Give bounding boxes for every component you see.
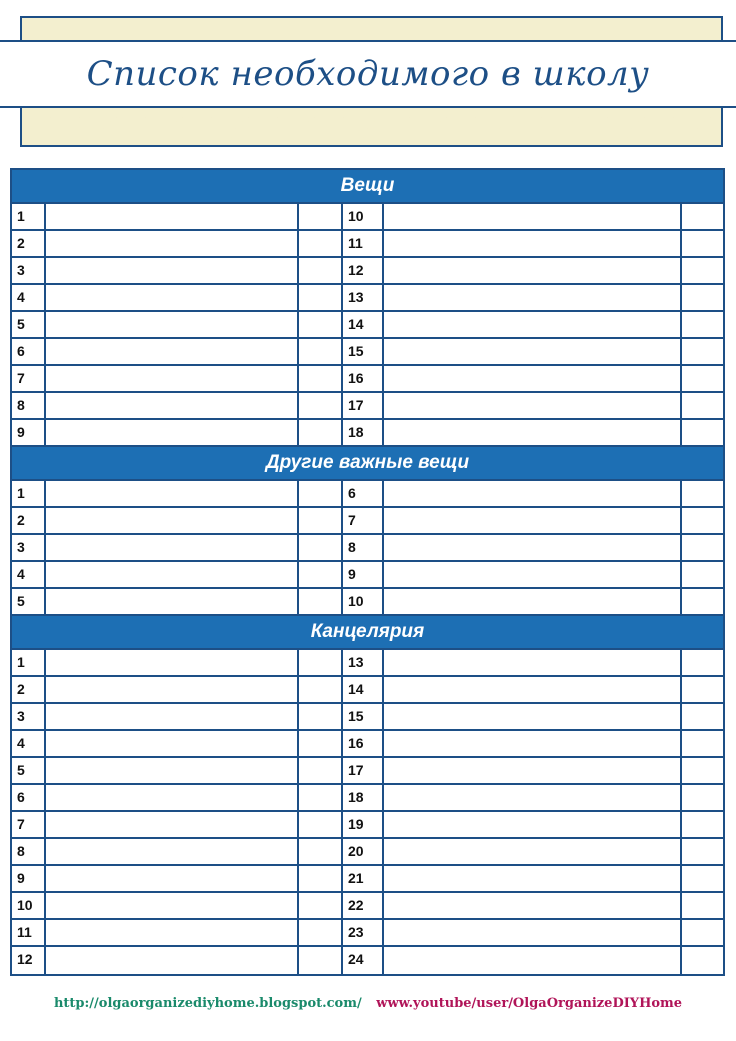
item-name-field[interactable] [384, 366, 682, 391]
item-name-field[interactable] [46, 785, 299, 810]
item-name-field[interactable] [46, 285, 299, 310]
table-row [12, 339, 723, 366]
item-check-box[interactable] [682, 758, 723, 783]
item-number: 5 [12, 312, 46, 337]
table-row [12, 947, 723, 974]
item-number: 1 [12, 650, 46, 675]
item-name-field[interactable] [46, 339, 299, 364]
item-number: 2 [12, 508, 46, 533]
item-number: 14 [343, 312, 384, 337]
item-name-field[interactable] [46, 589, 299, 614]
table-row [12, 481, 723, 508]
item-number: 7 [12, 366, 46, 391]
item-check-box[interactable] [299, 947, 343, 974]
table-row [12, 812, 723, 839]
item-name-field[interactable] [46, 481, 299, 506]
item-name-field[interactable] [46, 677, 299, 702]
item-name-field[interactable] [46, 312, 299, 337]
item-name-field[interactable] [46, 650, 299, 675]
table-row [12, 420, 723, 447]
item-name-field[interactable] [384, 731, 682, 756]
item-check-box[interactable] [299, 839, 343, 864]
item-number: 4 [12, 285, 46, 310]
item-check-box[interactable] [299, 231, 343, 256]
item-name-field[interactable] [384, 920, 682, 945]
item-name-field[interactable] [384, 285, 682, 310]
item-check-box[interactable] [682, 420, 723, 445]
item-name-field[interactable] [384, 562, 682, 587]
item-name-field[interactable] [384, 312, 682, 337]
table-row [12, 650, 723, 677]
item-number: 6 [343, 481, 384, 506]
item-check-box[interactable] [682, 785, 723, 810]
table-row [12, 312, 723, 339]
item-name-field[interactable] [46, 508, 299, 533]
item-name-field[interactable] [384, 339, 682, 364]
pattern-scallop [296, 114, 362, 147]
table-row [12, 920, 723, 947]
item-number: 11 [12, 920, 46, 945]
pattern-scallop [362, 114, 428, 147]
item-name-field[interactable] [46, 947, 299, 974]
item-name-field[interactable] [46, 704, 299, 729]
item-name-field[interactable] [384, 508, 682, 533]
item-check-box[interactable] [299, 704, 343, 729]
item-check-box[interactable] [682, 947, 723, 974]
item-check-box[interactable] [299, 562, 343, 587]
table-row [12, 866, 723, 893]
section-header: Вещи [12, 170, 723, 204]
item-number: 17 [343, 393, 384, 418]
item-check-box[interactable] [299, 731, 343, 756]
item-name-field[interactable] [46, 420, 299, 445]
table-row [12, 704, 723, 731]
item-number: 18 [343, 420, 384, 445]
item-name-field[interactable] [384, 866, 682, 891]
pattern-scallop [692, 114, 723, 147]
item-check-box[interactable] [299, 508, 343, 533]
item-name-field[interactable] [384, 704, 682, 729]
item-number: 8 [12, 393, 46, 418]
table-row [12, 677, 723, 704]
item-check-box[interactable] [682, 812, 723, 837]
item-check-box[interactable] [682, 589, 723, 614]
item-number: 12 [343, 258, 384, 283]
table-row [12, 758, 723, 785]
item-number: 18 [343, 785, 384, 810]
section-header: Другие важные вещи [12, 447, 723, 481]
table-row [12, 785, 723, 812]
pattern-scallop [32, 114, 98, 147]
item-name-field[interactable] [384, 947, 682, 974]
item-number: 9 [343, 562, 384, 587]
item-name-field[interactable] [384, 231, 682, 256]
item-check-box[interactable] [682, 893, 723, 918]
item-check-box[interactable] [682, 839, 723, 864]
item-check-box[interactable] [682, 650, 723, 675]
pattern-scallop [626, 114, 692, 147]
item-check-box[interactable] [299, 204, 343, 229]
item-check-box[interactable] [299, 589, 343, 614]
item-number: 5 [12, 589, 46, 614]
item-name-field[interactable] [46, 562, 299, 587]
item-check-box[interactable] [299, 258, 343, 283]
pattern-scallop [22, 114, 32, 147]
item-number: 12 [12, 947, 46, 974]
item-number: 24 [343, 947, 384, 974]
item-name-field[interactable] [384, 535, 682, 560]
item-number: 10 [343, 589, 384, 614]
item-number: 1 [12, 481, 46, 506]
item-number: 15 [343, 339, 384, 364]
pattern-scallop [164, 114, 230, 147]
item-check-box[interactable] [682, 731, 723, 756]
item-name-field[interactable] [46, 204, 299, 229]
item-name-field[interactable] [384, 839, 682, 864]
item-name-field[interactable] [46, 535, 299, 560]
item-number: 6 [12, 785, 46, 810]
item-number: 13 [343, 650, 384, 675]
item-number: 10 [343, 204, 384, 229]
item-check-box[interactable] [682, 366, 723, 391]
item-name-field[interactable] [384, 393, 682, 418]
item-name-field[interactable] [46, 812, 299, 837]
item-number: 19 [343, 812, 384, 837]
item-number: 6 [12, 339, 46, 364]
table-row [12, 589, 723, 616]
item-number: 7 [343, 508, 384, 533]
item-number: 7 [12, 812, 46, 837]
item-name-field[interactable] [46, 758, 299, 783]
item-number: 2 [12, 231, 46, 256]
item-name-field[interactable] [46, 866, 299, 891]
item-check-box[interactable] [682, 393, 723, 418]
item-check-box[interactable] [682, 285, 723, 310]
item-name-field[interactable] [46, 258, 299, 283]
item-number: 16 [343, 366, 384, 391]
table-row [12, 204, 723, 231]
item-number: 23 [343, 920, 384, 945]
checklist-table [10, 168, 725, 976]
item-number: 9 [12, 866, 46, 891]
pattern-scallop [560, 114, 626, 147]
item-check-box[interactable] [299, 420, 343, 445]
item-check-box[interactable] [682, 312, 723, 337]
item-name-field[interactable] [46, 393, 299, 418]
item-number: 11 [343, 231, 384, 256]
item-name-field[interactable] [46, 366, 299, 391]
item-check-box[interactable] [299, 893, 343, 918]
item-check-box[interactable] [682, 204, 723, 229]
item-check-box[interactable] [299, 481, 343, 506]
item-name-field[interactable] [384, 481, 682, 506]
item-name-field[interactable] [384, 893, 682, 918]
item-check-box[interactable] [299, 866, 343, 891]
item-name-field[interactable] [46, 920, 299, 945]
item-check-box[interactable] [682, 231, 723, 256]
item-number: 2 [12, 677, 46, 702]
table-row [12, 366, 723, 393]
table-row [12, 393, 723, 420]
item-number: 14 [343, 677, 384, 702]
item-check-box[interactable] [299, 758, 343, 783]
item-number: 10 [12, 893, 46, 918]
item-name-field[interactable] [384, 650, 682, 675]
item-number: 13 [343, 285, 384, 310]
table-row [12, 258, 723, 285]
page-title: Список необходимого в школу [86, 54, 650, 94]
pattern-scallop [230, 114, 296, 147]
item-name-field[interactable] [46, 231, 299, 256]
item-check-box[interactable] [682, 920, 723, 945]
blog-link[interactable]: http://olgaorganizediyhome.blogspot.com/ [53, 996, 362, 1011]
item-check-box[interactable] [682, 535, 723, 560]
pattern-scallop [494, 114, 560, 147]
item-check-box[interactable] [299, 920, 343, 945]
item-number: 5 [12, 758, 46, 783]
pattern-scallop [428, 114, 494, 147]
table-row [12, 535, 723, 562]
item-name-field[interactable] [384, 677, 682, 702]
item-number: 20 [343, 839, 384, 864]
item-number: 3 [12, 704, 46, 729]
youtube-link[interactable]: www.youtube/user/OlgaOrganizeDIYHome [376, 996, 683, 1011]
item-check-box[interactable] [682, 866, 723, 891]
section-header: Канцелярия [12, 616, 723, 650]
item-check-box[interactable] [299, 312, 343, 337]
item-name-field[interactable] [384, 420, 682, 445]
item-name-field[interactable] [384, 812, 682, 837]
pattern-scallop [98, 114, 164, 147]
item-number: 4 [12, 731, 46, 756]
table-row [12, 839, 723, 866]
item-check-box[interactable] [682, 258, 723, 283]
item-check-box[interactable] [299, 393, 343, 418]
item-check-box[interactable] [299, 785, 343, 810]
item-check-box[interactable] [299, 650, 343, 675]
item-number: 8 [343, 535, 384, 560]
table-row [12, 893, 723, 920]
footer [0, 996, 736, 1011]
item-number: 16 [343, 731, 384, 756]
item-number: 8 [12, 839, 46, 864]
item-check-box[interactable] [299, 366, 343, 391]
item-name-field[interactable] [46, 893, 299, 918]
item-number: 9 [12, 420, 46, 445]
item-number: 21 [343, 866, 384, 891]
item-check-box[interactable] [299, 535, 343, 560]
item-number: 1 [12, 204, 46, 229]
item-check-box[interactable] [682, 339, 723, 364]
item-check-box[interactable] [682, 704, 723, 729]
item-number: 17 [343, 758, 384, 783]
item-check-box[interactable] [299, 812, 343, 837]
item-name-field[interactable] [384, 204, 682, 229]
item-number: 3 [12, 258, 46, 283]
item-name-field[interactable] [46, 839, 299, 864]
item-check-box[interactable] [682, 508, 723, 533]
table-row [12, 562, 723, 589]
item-check-box[interactable] [299, 339, 343, 364]
table-row [12, 508, 723, 535]
item-name-field[interactable] [46, 731, 299, 756]
item-check-box[interactable] [682, 562, 723, 587]
item-name-field[interactable] [384, 758, 682, 783]
item-number: 22 [343, 893, 384, 918]
item-check-box[interactable] [299, 677, 343, 702]
item-name-field[interactable] [384, 589, 682, 614]
item-number: 15 [343, 704, 384, 729]
table-row [12, 231, 723, 258]
table-row [12, 285, 723, 312]
item-name-field[interactable] [384, 258, 682, 283]
item-number: 3 [12, 535, 46, 560]
item-check-box[interactable] [682, 481, 723, 506]
item-check-box[interactable] [682, 677, 723, 702]
item-name-field[interactable] [384, 785, 682, 810]
item-number: 4 [12, 562, 46, 587]
table-row [12, 731, 723, 758]
item-check-box[interactable] [299, 285, 343, 310]
